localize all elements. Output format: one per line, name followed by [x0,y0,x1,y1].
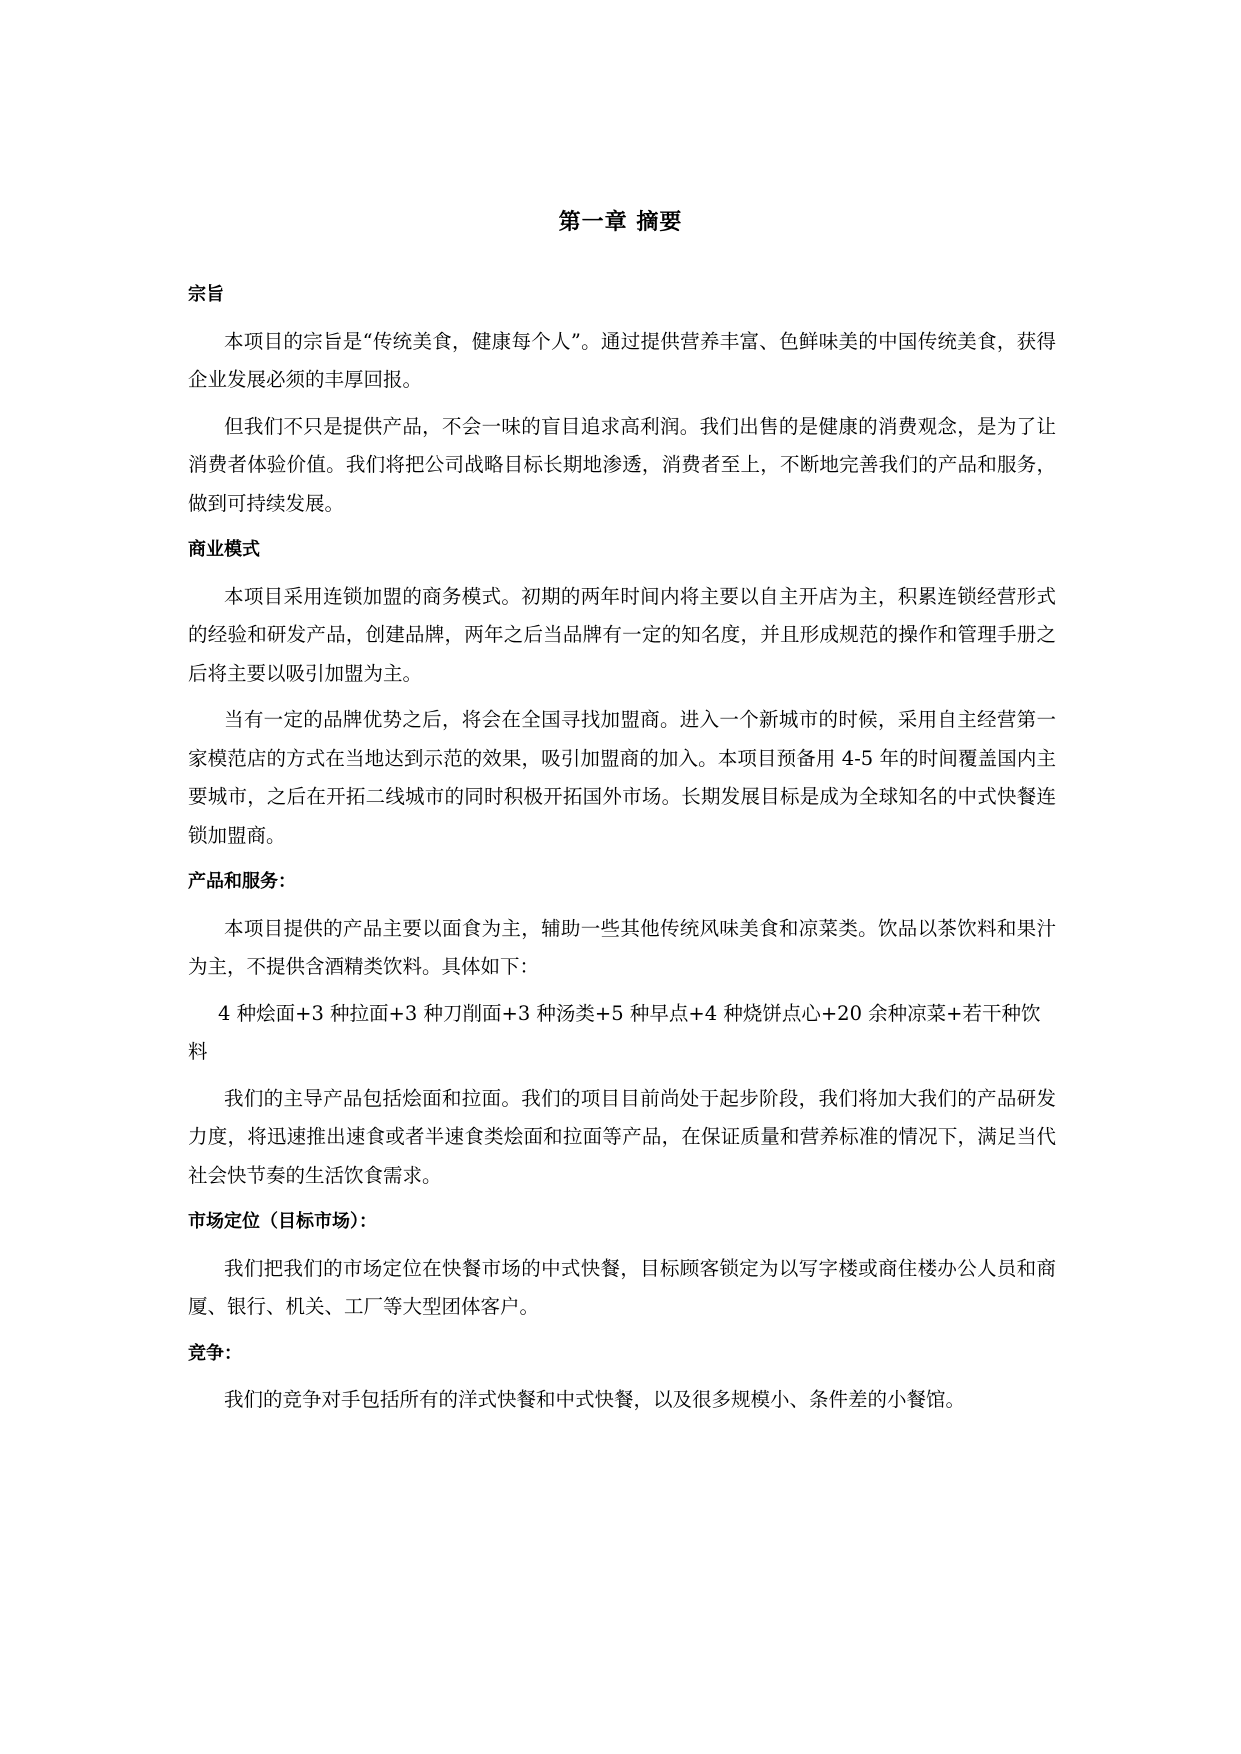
chapter-title: 第一章 摘要 [558,210,683,235]
paragraph: 我们的主导产品包括烩面和拉面。我们的项目目前尚处于起步阶段，我们将加大我们的产品研发力度，将迅速推出速食或者半速食类烩面和拉面等产品，在保证质量和营养标准的情况下，满足当代社会快节奏的生活饮食需求。 [188,1086,1056,1187]
paragraph: 我们把我们的市场定位在快餐市场的中式快餐，目标顾客锁定为以写字楼或商住楼办公人员和商厦、银行、机关、工厂等大型团体客户。 [188,1256,1056,1318]
document-body [188,270,1056,1428]
section-heading: 商业模式 [188,539,260,560]
paragraph: 本项目采用连锁加盟的商务模式。初期的两年时间内将主要以自主开店为主，积累连锁经营形式的经验和研发产品，创建品牌，两年之后当品牌有一定的知名度，并且形成规范的操作和管理手册之后将主要以吸引加盟为主。 [188,584,1056,685]
paragraph: 本项目提供的产品主要以面食为主，辅助一些其他传统风味美食和凉菜类。饮品以茶饮料和果汁为主，不提供含酒精类饮料。具体如下： [188,916,1056,978]
section-heading: 产品和服务： [188,871,296,892]
section-heading: 市场定位（目标市场）： [188,1211,377,1232]
section-heading: 竞争： [188,1342,242,1364]
paragraph: 当有一定的品牌优势之后，将会在全国寻找加盟商。进入一个新城市的时候，采用自主经营第一家模范店的方式在当地达到示范的效果，吸引加盟商的加入。本项目预备用 4-5 年的时间覆盖国内主要城市，之后在开拓二线城市的同时积极开拓国外市场。长期发展目标是成为全球知名的中式快餐连锁加盟商。 [188,708,1056,847]
section-purpose [188,276,1056,523]
paragraph: 本项目的宗旨是“传统美食，健康每个人”。通过提供营养丰富、色鲜味美的中国传统美食，获得企业发展必须的丰厚回报。 [188,329,1056,391]
section-heading: 宗旨 [188,284,224,305]
section-competition [188,1335,1056,1420]
paragraph: 但我们不只是提供产品，不会一味的盲目追求高利润。我们出售的是健康的消费观念，是为了让消费者体验价值。我们将把公司战略目标长期地渗透，消费者至上，不断地完善我们的产品和服务，做到可持续发展。 [188,414,1056,515]
section-business-model [188,531,1056,855]
section-market-positioning [188,1203,1056,1327]
product-list: 4 种烩面+3 种拉面+3 种刀削面+3 种汤类+5 种早点+4 种烧饼点心+20 余种凉菜+若干种饮料 [188,1001,1041,1063]
paragraph: 我们的竞争对手包括所有的洋式快餐和中式快餐，以及很多规模小、条件差的小餐馆。 [224,1388,966,1411]
section-products-services [188,863,1056,1195]
